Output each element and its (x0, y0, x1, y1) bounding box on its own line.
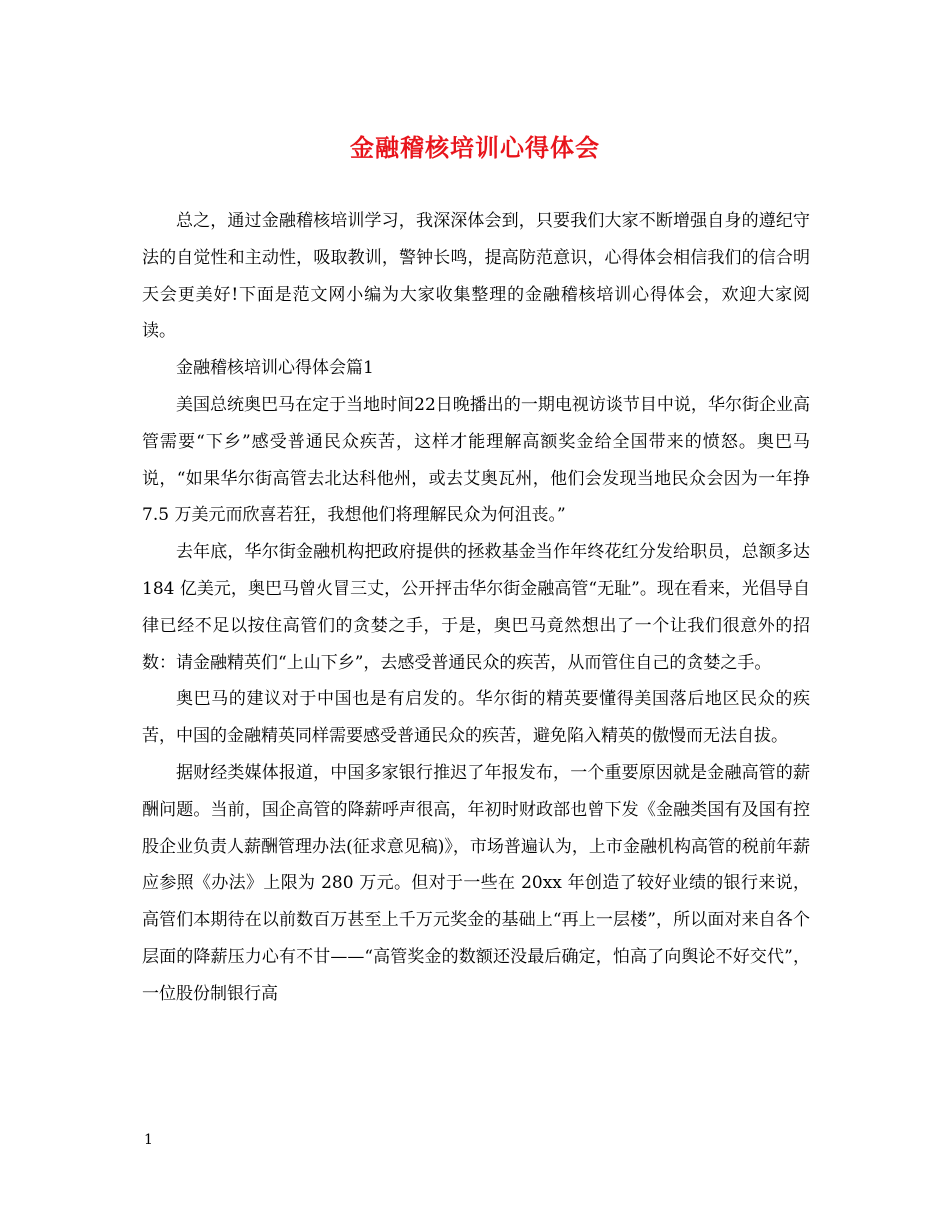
page-number: 1 (144, 1132, 153, 1148)
paragraph-obama-interview: 美国总统奥巴马在定于当地时间22日晚播出的一期电视访谈节目中说，华尔街企业高管需要“下乡”感受普通民众疾苦，这样才能理解高额奖金给全国带来的愤怒。奥巴马说，“如果华尔街高管去北达科他州，或去艾奥瓦州，他们会发现当地民众会因为一年挣 7.5 万美元而欣喜若狂，我想他们将理解民众为何沮丧。” (142, 394, 810, 526)
section-heading: 金融稽核培训心得体会篇1 (176, 358, 374, 379)
document-body (142, 203, 810, 1013)
document-title: 金融稽核培训心得体会 (350, 133, 600, 162)
paragraph-wall-street-bonus: 去年底，华尔街金融机构把政府提供的拯救基金当作年终花红分发给职员，总额多达 184 亿美元，奥巴马曾火冒三丈，公开抨击华尔街金融高管“无耻”。现在看来，光倡导自律已经不足以按住高管们的贪婪之手，于是，奥巴马竟然想出了一个让我们很意外的招数：请金融精英们“上山下乡”，去感受普通民众的疾苦，从而管住自己的贪婪之手。 (142, 542, 810, 673)
paragraph-bank-salary: 据财经类媒体报道，中国多家银行推迟了年报发布，一个重要原因就是金融高管的薪酬问题。当前，国企高管的降薪呼声很高，年初时财政部也曾下发《金融类国有及国有控股企业负责人薪酬管理办法(征求意见稿)》，市场普遍认为，上市金融机构高管的税前年薪应参照《办法》上限为 280 万元。但对于一些在 20xx 年创造了较好业绩的银行来说，高管们本期待在以前数百万甚至上千万元奖金的基础上“再上一层楼”，所以面对来自各个层面的降薪压力心有不甘——“高管奖金的数额还没最后确定，怕高了向舆论不好交代”，一位股份制银行高 (142, 762, 810, 1004)
paragraph-china-insight: 奥巴马的建议对于中国也是有启发的。华尔街的精英要懂得美国落后地区民众的疾苦，中国的金融精英同样需要感受普通民众的疾苦，避免陷入精英的傲慢而无法自拔。 (142, 689, 810, 747)
paragraph-intro: 总之，通过金融稽核培训学习，我深深体会到，只要我们大家不断增强自身的遵纪守法的自觉性和主动性，吸取教训，警钟长鸣，提高防范意识，心得体会相信我们的信合明天会更美好!下面是范文网小编为大家收集整理的金融稽核培训心得体会，欢迎大家阅读。 (142, 211, 810, 342)
